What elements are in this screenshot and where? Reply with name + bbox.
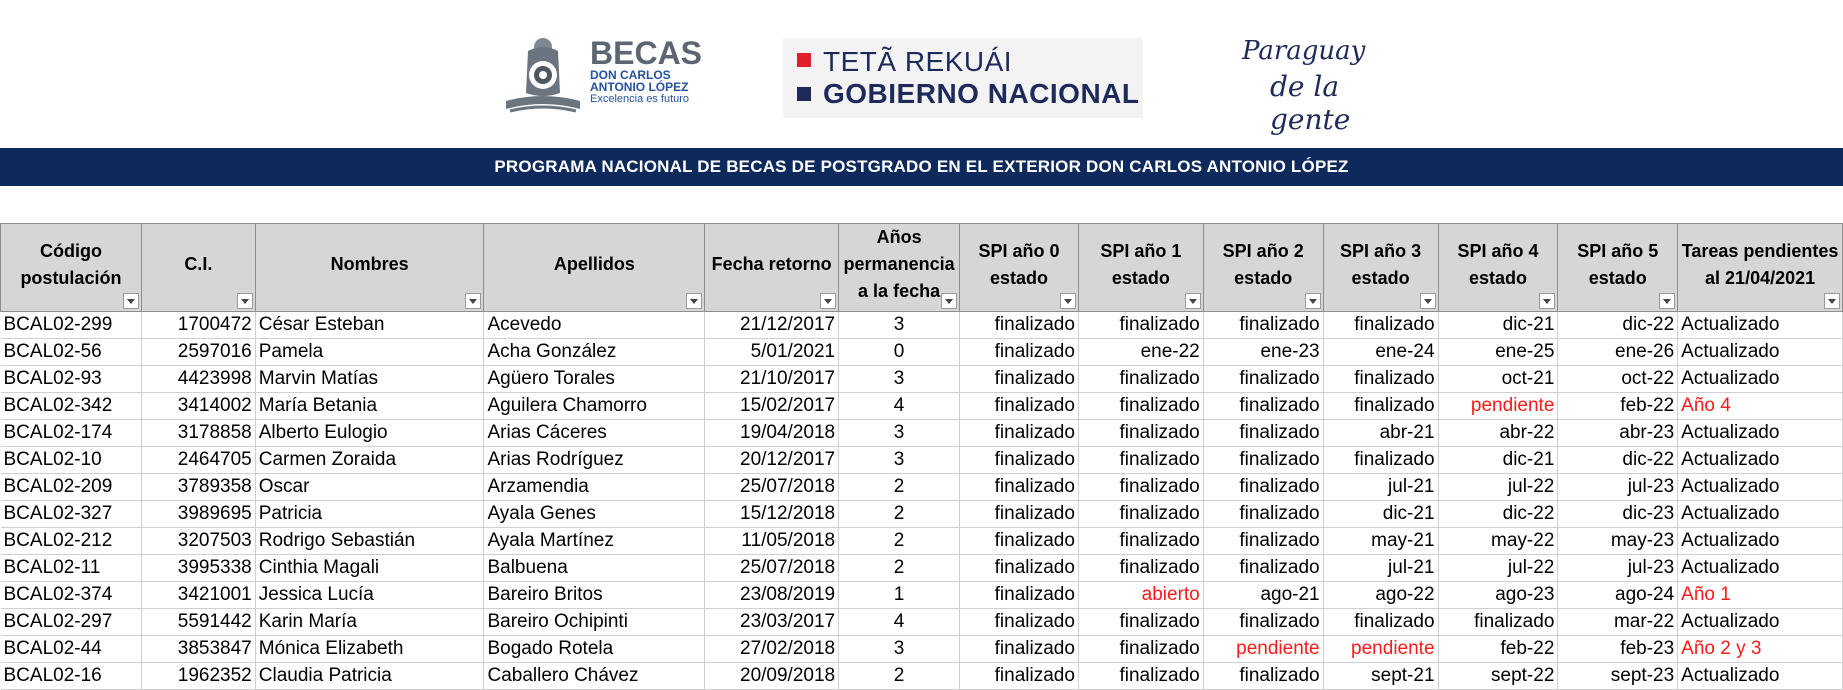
header-label: C.I. — [184, 254, 213, 274]
cell-ci[interactable]: 3178858 — [141, 420, 255, 447]
cell-tareas-pendientes[interactable]: Actualizado — [1678, 420, 1843, 447]
cell-tareas-pendientes[interactable]: Actualizado — [1678, 609, 1843, 636]
cell-fecha-retorno[interactable]: 21/10/2017 — [705, 366, 839, 393]
blue-square-icon — [797, 87, 811, 101]
cell-spi-3[interactable]: may-21 — [1323, 528, 1438, 555]
cell-fecha-retorno[interactable]: 21/12/2017 — [705, 312, 839, 339]
cell-ci[interactable]: 1962352 — [141, 663, 255, 690]
cell-spi-5[interactable]: feb-23 — [1558, 636, 1678, 663]
cell-spi-5[interactable]: jul-23 — [1558, 555, 1678, 582]
cell-spi-1[interactable]: finalizado — [1078, 447, 1203, 474]
filter-dropdown-icon[interactable] — [941, 293, 957, 309]
cell-spi-1[interactable]: finalizado — [1078, 420, 1203, 447]
cell-spi-1[interactable]: finalizado — [1078, 636, 1203, 663]
cell-apellidos[interactable]: Bogado Rotela — [484, 636, 705, 663]
cell-spi-0[interactable]: finalizado — [960, 474, 1079, 501]
cell-fecha-retorno[interactable]: 15/12/2018 — [705, 501, 839, 528]
header-label: Código postulación — [20, 240, 122, 288]
cell-ci[interactable]: 2597016 — [141, 339, 255, 366]
cell-apellidos[interactable]: Acevedo — [484, 312, 705, 339]
cell-spi-4[interactable]: may-22 — [1438, 528, 1558, 555]
cell-ci[interactable]: 3414002 — [141, 393, 255, 420]
cell-ci[interactable]: 2464705 — [141, 447, 255, 474]
cell-spi-3[interactable]: finalizado — [1323, 609, 1438, 636]
header-label: SPI año 5 estado — [1577, 240, 1659, 288]
cell-tareas-pendientes[interactable]: Actualizado — [1678, 339, 1843, 366]
cell-tareas-pendientes[interactable]: Actualizado — [1678, 555, 1843, 582]
cell-codigo[interactable]: BCAL02-299 — [1, 312, 142, 339]
cell-nombres[interactable]: Alberto Eulogio — [255, 420, 484, 447]
cell-anos-permanencia[interactable]: 3 — [839, 447, 960, 474]
cell-ci[interactable]: 5591442 — [141, 609, 255, 636]
cell-spi-2[interactable]: ago-21 — [1203, 582, 1323, 609]
cell-nombres[interactable]: Cinthia Magali — [255, 555, 484, 582]
header-spi-0 — [960, 224, 1079, 312]
filter-dropdown-icon[interactable] — [820, 293, 836, 309]
becas-logo-line1: BECAS — [590, 35, 703, 71]
cell-spi-3[interactable]: abr-21 — [1323, 420, 1438, 447]
header-anos-permanencia — [839, 224, 960, 312]
cell-tareas-pendientes[interactable]: Año 4 — [1678, 393, 1843, 420]
cell-tareas-pendientes[interactable]: Actualizado — [1678, 474, 1843, 501]
cell-spi-0[interactable]: finalizado — [960, 312, 1079, 339]
filter-dropdown-icon[interactable] — [465, 293, 481, 309]
cell-nombres[interactable]: Oscar — [255, 474, 484, 501]
table-row — [1, 366, 1843, 393]
cell-fecha-retorno[interactable]: 23/03/2017 — [705, 609, 839, 636]
header-label: Años permanencia a la fecha — [843, 227, 955, 301]
paraguay-logo-line2: de la gente — [1270, 70, 1351, 136]
cell-spi-3[interactable]: finalizado — [1323, 447, 1438, 474]
header-spi-3 — [1323, 224, 1438, 312]
cell-spi-1[interactable]: finalizado — [1078, 366, 1203, 393]
cell-spi-4[interactable]: sept-22 — [1438, 663, 1558, 690]
header-label: Fecha retorno — [711, 254, 832, 274]
cell-nombres[interactable]: César Esteban — [255, 312, 484, 339]
cell-nombres[interactable]: Patricia — [255, 501, 484, 528]
header-fecha-retorno — [705, 224, 839, 312]
cell-codigo[interactable]: BCAL02-56 — [1, 339, 142, 366]
cell-spi-2[interactable]: finalizado — [1203, 393, 1323, 420]
cell-spi-1[interactable]: finalizado — [1078, 609, 1203, 636]
header-spi-2 — [1203, 224, 1323, 312]
becas-logo-text — [590, 37, 702, 106]
cell-apellidos[interactable]: Bareiro Britos — [484, 582, 705, 609]
cell-anos-permanencia[interactable]: 4 — [839, 609, 960, 636]
cell-codigo[interactable]: BCAL02-297 — [1, 609, 142, 636]
header-nombres — [255, 224, 484, 312]
cell-spi-0[interactable]: finalizado — [960, 555, 1079, 582]
cell-anos-permanencia[interactable]: 3 — [839, 366, 960, 393]
cell-spi-3[interactable]: ago-22 — [1323, 582, 1438, 609]
cell-tareas-pendientes[interactable]: Actualizado — [1678, 447, 1843, 474]
cell-spi-3[interactable]: finalizado — [1323, 366, 1438, 393]
cell-tareas-pendientes[interactable]: Actualizado — [1678, 528, 1843, 555]
header-spi-5 — [1558, 224, 1678, 312]
cell-spi-1[interactable]: finalizado — [1078, 312, 1203, 339]
cell-ci[interactable]: 3421001 — [141, 582, 255, 609]
cell-spi-1[interactable]: finalizado — [1078, 474, 1203, 501]
cell-spi-5[interactable]: may-23 — [1558, 528, 1678, 555]
cell-spi-5[interactable]: ene-26 — [1558, 339, 1678, 366]
cell-nombres[interactable]: Rodrigo Sebastián — [255, 528, 484, 555]
cell-spi-2[interactable]: finalizado — [1203, 528, 1323, 555]
filter-dropdown-icon[interactable] — [1539, 293, 1555, 309]
table-row — [1, 447, 1843, 474]
table-row — [1, 474, 1843, 501]
cell-spi-0[interactable]: finalizado — [960, 501, 1079, 528]
cell-fecha-retorno[interactable]: 25/07/2018 — [705, 474, 839, 501]
cell-anos-permanencia[interactable]: 1 — [839, 582, 960, 609]
filter-dropdown-icon[interactable] — [1185, 293, 1201, 309]
gobierno-logo-line2: GOBIERNO NACIONAL — [823, 78, 1140, 109]
cell-spi-1[interactable]: finalizado — [1078, 393, 1203, 420]
filter-dropdown-icon[interactable] — [1659, 293, 1675, 309]
table-row — [1, 312, 1843, 339]
table-row — [1, 609, 1843, 636]
header-codigo — [1, 224, 142, 312]
cell-tareas-pendientes[interactable]: Actualizado — [1678, 366, 1843, 393]
cell-apellidos[interactable]: Arias Cáceres — [484, 420, 705, 447]
table-row — [1, 528, 1843, 555]
cell-spi-5[interactable]: dic-22 — [1558, 447, 1678, 474]
cell-codigo[interactable]: BCAL02-11 — [1, 555, 142, 582]
cell-apellidos[interactable]: Acha González — [484, 339, 705, 366]
cell-codigo[interactable]: BCAL02-10 — [1, 447, 142, 474]
cell-spi-3[interactable]: pendiente — [1323, 636, 1438, 663]
cell-spi-2[interactable]: finalizado — [1203, 501, 1323, 528]
cell-anos-permanencia[interactable]: 2 — [839, 663, 960, 690]
table-row — [1, 582, 1843, 609]
cell-ci[interactable]: 1700472 — [141, 312, 255, 339]
table-header-row — [1, 224, 1843, 312]
cell-fecha-retorno[interactable]: 15/02/2017 — [705, 393, 839, 420]
header-label: SPI año 1 estado — [1100, 240, 1182, 288]
gobierno-nacional-logo — [783, 38, 1143, 118]
cell-spi-5[interactable]: dic-22 — [1558, 312, 1678, 339]
header-spi-1 — [1078, 224, 1203, 312]
cell-spi-5[interactable]: feb-22 — [1558, 393, 1678, 420]
cell-apellidos[interactable]: Balbuena — [484, 555, 705, 582]
cell-anos-permanencia[interactable]: 3 — [839, 636, 960, 663]
table-row — [1, 501, 1843, 528]
cell-spi-1[interactable]: finalizado — [1078, 663, 1203, 690]
cell-spi-4[interactable]: dic-21 — [1438, 312, 1558, 339]
cell-ci[interactable]: 3989695 — [141, 501, 255, 528]
cell-codigo[interactable]: BCAL02-342 — [1, 393, 142, 420]
becas-logo-line4: Excelencia es futuro — [590, 93, 690, 105]
cell-nombres[interactable]: Carmen Zoraida — [255, 447, 484, 474]
header-label: SPI año 0 estado — [978, 240, 1060, 288]
cell-spi-4[interactable]: feb-22 — [1438, 636, 1558, 663]
becas-logo-line3: ANTONIO LÓPEZ — [590, 80, 689, 94]
cell-codigo[interactable]: BCAL02-212 — [1, 528, 142, 555]
cell-ci[interactable]: 3207503 — [141, 528, 255, 555]
cell-apellidos[interactable]: Arias Rodríguez — [484, 447, 705, 474]
cell-anos-permanencia[interactable]: 2 — [839, 555, 960, 582]
cell-tareas-pendientes[interactable]: Actualizado — [1678, 501, 1843, 528]
cell-anos-permanencia[interactable]: 0 — [839, 339, 960, 366]
cell-spi-1[interactable]: finalizado — [1078, 501, 1203, 528]
cell-spi-2[interactable]: pendiente — [1203, 636, 1323, 663]
cell-nombres[interactable]: María Betania — [255, 393, 484, 420]
cell-codigo[interactable]: BCAL02-16 — [1, 663, 142, 690]
cell-fecha-retorno[interactable]: 23/08/2019 — [705, 582, 839, 609]
cell-fecha-retorno[interactable]: 11/05/2018 — [705, 528, 839, 555]
cell-spi-2[interactable]: finalizado — [1203, 609, 1323, 636]
cell-spi-5[interactable]: sept-23 — [1558, 663, 1678, 690]
cell-tareas-pendientes[interactable]: Año 2 y 3 — [1678, 636, 1843, 663]
scholarship-spreadsheet — [0, 223, 1843, 690]
cell-spi-2[interactable]: finalizado — [1203, 366, 1323, 393]
cell-nombres[interactable]: Jessica Lucía — [255, 582, 484, 609]
header-tareas-pendientes — [1678, 224, 1843, 312]
cell-apellidos[interactable]: Agüero Torales — [484, 366, 705, 393]
cell-spi-2[interactable]: finalizado — [1203, 663, 1323, 690]
program-title-banner: PROGRAMA NACIONAL DE BECAS DE POSTGRADO EN EL EXTERIOR DON CARLOS ANTONIO LÓPEZ — [0, 148, 1843, 186]
cell-spi-5[interactable]: dic-23 — [1558, 501, 1678, 528]
cell-spi-3[interactable]: sept-21 — [1323, 663, 1438, 690]
table-row — [1, 636, 1843, 663]
cell-spi-1[interactable]: ene-22 — [1078, 339, 1203, 366]
cell-anos-permanencia[interactable]: 2 — [839, 528, 960, 555]
table-row — [1, 339, 1843, 366]
cell-spi-2[interactable]: finalizado — [1203, 474, 1323, 501]
cell-spi-4[interactable]: ago-23 — [1438, 582, 1558, 609]
cell-spi-3[interactable]: dic-21 — [1323, 501, 1438, 528]
cell-anos-permanencia[interactable]: 2 — [839, 474, 960, 501]
cell-apellidos[interactable]: Arzamendia — [484, 474, 705, 501]
cell-spi-4[interactable]: ene-25 — [1438, 339, 1558, 366]
header-label: Apellidos — [553, 254, 635, 274]
cell-nombres[interactable]: Marvin Matías — [255, 366, 484, 393]
cell-spi-5[interactable]: abr-23 — [1558, 420, 1678, 447]
cell-apellidos[interactable]: Ayala Genes — [484, 501, 705, 528]
paraguay-de-la-gente-logo — [1234, 32, 1394, 136]
filter-dropdown-icon[interactable] — [1305, 293, 1321, 309]
cell-ci[interactable]: 4423998 — [141, 366, 255, 393]
filter-dropdown-icon[interactable] — [237, 293, 253, 309]
filter-dropdown-icon[interactable] — [1420, 293, 1436, 309]
cell-spi-4[interactable]: jul-22 — [1438, 555, 1558, 582]
cell-ci[interactable]: 3789358 — [141, 474, 255, 501]
cell-spi-4[interactable]: dic-21 — [1438, 447, 1558, 474]
cell-spi-2[interactable]: finalizado — [1203, 555, 1323, 582]
cell-tareas-pendientes[interactable]: Año 1 — [1678, 582, 1843, 609]
cell-codigo[interactable]: BCAL02-44 — [1, 636, 142, 663]
header-apellidos — [484, 224, 705, 312]
cell-fecha-retorno[interactable]: 20/09/2018 — [705, 663, 839, 690]
cell-anos-permanencia[interactable]: 3 — [839, 420, 960, 447]
cell-spi-2[interactable]: ene-23 — [1203, 339, 1323, 366]
cell-apellidos[interactable]: Aguilera Chamorro — [484, 393, 705, 420]
table-row — [1, 555, 1843, 582]
cell-spi-3[interactable]: finalizado — [1323, 393, 1438, 420]
table-row — [1, 393, 1843, 420]
header-label: Nombres — [330, 254, 409, 274]
becas-logo — [500, 35, 703, 117]
header-label: SPI año 4 estado — [1457, 240, 1539, 288]
cell-spi-4[interactable]: finalizado — [1438, 609, 1558, 636]
cell-codigo[interactable]: BCAL02-374 — [1, 582, 142, 609]
cell-spi-5[interactable]: oct-22 — [1558, 366, 1678, 393]
cell-spi-3[interactable]: jul-21 — [1323, 555, 1438, 582]
cell-spi-4[interactable]: pendiente — [1438, 393, 1558, 420]
becas-logo-line2: DON CARLOS — [590, 68, 671, 82]
cell-fecha-retorno[interactable]: 19/04/2018 — [705, 420, 839, 447]
cell-codigo[interactable]: BCAL02-174 — [1, 420, 142, 447]
cell-spi-0[interactable]: finalizado — [960, 582, 1079, 609]
becas-emblem-icon — [500, 35, 586, 117]
header-label: Tareas pendientes al 21/04/2021 — [1681, 240, 1839, 288]
cell-spi-5[interactable]: jul-23 — [1558, 474, 1678, 501]
cell-spi-0[interactable]: finalizado — [960, 636, 1079, 663]
cell-spi-5[interactable]: ago-24 — [1558, 582, 1678, 609]
cell-spi-0[interactable]: finalizado — [960, 393, 1079, 420]
filter-dropdown-icon[interactable] — [123, 293, 139, 309]
cell-nombres[interactable]: Karin María — [255, 609, 484, 636]
gobierno-logo-line1: TETÃ REKUÁI — [823, 46, 1013, 77]
cell-fecha-retorno[interactable]: 27/02/2018 — [705, 636, 839, 663]
cell-anos-permanencia[interactable]: 4 — [839, 393, 960, 420]
cell-spi-0[interactable]: finalizado — [960, 447, 1079, 474]
cell-spi-0[interactable]: finalizado — [960, 420, 1079, 447]
paraguay-logo-line1: Paraguay — [1242, 36, 1366, 66]
filter-dropdown-icon[interactable] — [686, 293, 702, 309]
header-ci — [141, 224, 255, 312]
cell-ci[interactable]: 3853847 — [141, 636, 255, 663]
cell-apellidos[interactable]: Caballero Chávez — [484, 663, 705, 690]
header-label: SPI año 2 estado — [1222, 240, 1304, 288]
logo-bar — [0, 0, 1843, 148]
cell-spi-0[interactable]: finalizado — [960, 339, 1079, 366]
cell-fecha-retorno[interactable]: 25/07/2018 — [705, 555, 839, 582]
scholars-table — [0, 223, 1843, 690]
cell-spi-4[interactable]: jul-22 — [1438, 474, 1558, 501]
cell-nombres[interactable]: Pamela — [255, 339, 484, 366]
cell-tareas-pendientes[interactable]: Actualizado — [1678, 663, 1843, 690]
cell-tareas-pendientes[interactable]: Actualizado — [1678, 312, 1843, 339]
cell-apellidos[interactable]: Ayala Martínez — [484, 528, 705, 555]
cell-spi-1[interactable]: finalizado — [1078, 555, 1203, 582]
cell-spi-1[interactable]: abierto — [1078, 582, 1203, 609]
cell-spi-4[interactable]: abr-22 — [1438, 420, 1558, 447]
cell-spi-0[interactable]: finalizado — [960, 663, 1079, 690]
filter-dropdown-icon[interactable] — [1060, 293, 1076, 309]
cell-spi-0[interactable]: finalizado — [960, 528, 1079, 555]
cell-fecha-retorno[interactable]: 5/01/2021 — [705, 339, 839, 366]
cell-apellidos[interactable]: Bareiro Ochipinti — [484, 609, 705, 636]
table-row — [1, 663, 1843, 690]
cell-nombres[interactable]: Mónica Elizabeth — [255, 636, 484, 663]
cell-spi-3[interactable]: finalizado — [1323, 312, 1438, 339]
cell-spi-1[interactable]: finalizado — [1078, 528, 1203, 555]
table-row — [1, 420, 1843, 447]
cell-anos-permanencia[interactable]: 3 — [839, 312, 960, 339]
cell-spi-3[interactable]: jul-21 — [1323, 474, 1438, 501]
cell-spi-4[interactable]: oct-21 — [1438, 366, 1558, 393]
cell-spi-0[interactable]: finalizado — [960, 366, 1079, 393]
cell-anos-permanencia[interactable]: 2 — [839, 501, 960, 528]
red-square-icon — [797, 53, 811, 67]
cell-spi-3[interactable]: ene-24 — [1323, 339, 1438, 366]
cell-spi-2[interactable]: finalizado — [1203, 447, 1323, 474]
cell-nombres[interactable]: Claudia Patricia — [255, 663, 484, 690]
cell-spi-4[interactable]: dic-22 — [1438, 501, 1558, 528]
cell-spi-5[interactable]: mar-22 — [1558, 609, 1678, 636]
cell-codigo[interactable]: BCAL02-327 — [1, 501, 142, 528]
cell-codigo[interactable]: BCAL02-93 — [1, 366, 142, 393]
cell-codigo[interactable]: BCAL02-209 — [1, 474, 142, 501]
cell-spi-2[interactable]: finalizado — [1203, 312, 1323, 339]
cell-fecha-retorno[interactable]: 20/12/2017 — [705, 447, 839, 474]
cell-spi-2[interactable]: finalizado — [1203, 420, 1323, 447]
cell-ci[interactable]: 3995338 — [141, 555, 255, 582]
cell-spi-0[interactable]: finalizado — [960, 609, 1079, 636]
header-label: SPI año 3 estado — [1340, 240, 1422, 288]
header-spi-4 — [1438, 224, 1558, 312]
filter-dropdown-icon[interactable] — [1824, 293, 1840, 309]
